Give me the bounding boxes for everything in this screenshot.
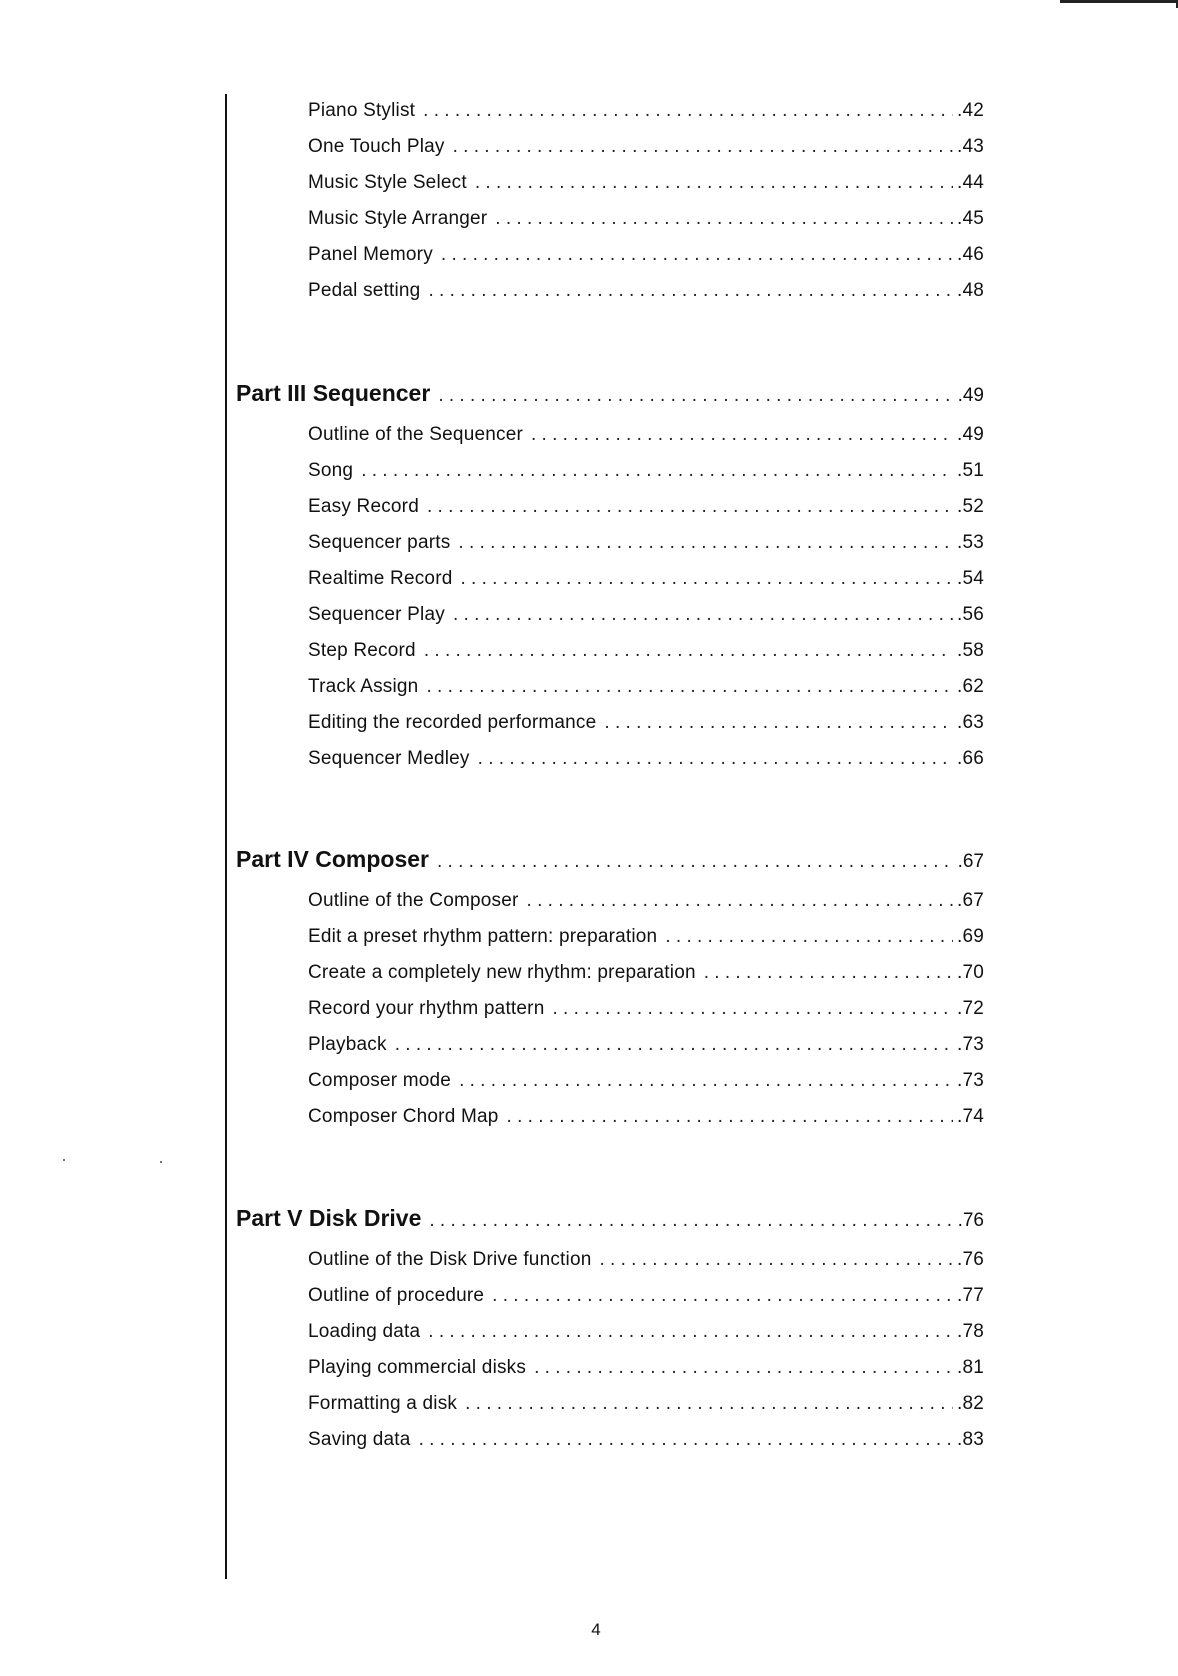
toc-heading-part-v-disk-drive[interactable]: [236, 1205, 984, 1232]
toc-entry-create-a-completely-new-rhythm[interactable]: [308, 962, 984, 984]
toc-heading-label: Part V Disk Drive: [236, 1205, 422, 1231]
dot-leader: [441, 244, 953, 266]
toc-entry-playback[interactable]: [308, 1034, 984, 1056]
dot-leader: [438, 385, 953, 407]
dot-leader: [478, 748, 953, 770]
toc-entry-page: .70: [956, 962, 984, 983]
toc-entry-page: .73: [956, 1070, 984, 1091]
dot-leader: [361, 460, 953, 482]
toc-entry-page: .62: [956, 676, 984, 697]
toc-entry-label: Music Style Select: [308, 172, 467, 193]
toc-heading-label: Part IV Composer: [236, 846, 429, 872]
dot-leader: [423, 100, 953, 122]
toc-entry-label: Edit a preset rhythm pattern: preparation: [308, 926, 658, 947]
toc-entry-label: Sequencer parts: [308, 532, 451, 553]
toc-entry-label: Formatting a disk: [308, 1393, 458, 1414]
toc-entry-track-assign[interactable]: [308, 676, 984, 698]
toc-entry-panel-memory[interactable]: [308, 244, 984, 266]
toc-entry-page: .46: [956, 244, 984, 265]
toc-entry-label: Loading data: [308, 1321, 421, 1342]
toc-entry-composer-chord-map[interactable]: [308, 1106, 984, 1128]
dot-leader: [395, 1034, 953, 1056]
toc-entry-label: Editing the recorded performance: [308, 712, 597, 733]
toc-entry-label: Outline of the Composer: [308, 890, 519, 911]
toc-entry-label: Easy Record: [308, 496, 419, 517]
dot-leader: [475, 172, 953, 194]
dot-leader: [461, 568, 953, 590]
toc-entry-page: .76: [956, 1249, 984, 1270]
dot-leader: [507, 1106, 953, 1128]
dot-leader: [599, 1249, 953, 1271]
dot-leader: [419, 1429, 953, 1451]
toc-entry-loading-data[interactable]: [308, 1321, 984, 1343]
toc-entry-outline-of-the-disk-drive-function[interactable]: [308, 1249, 984, 1271]
dot-leader: [424, 640, 953, 662]
toc-entry-sequencer-medley[interactable]: [308, 748, 984, 770]
toc-entry-label: Playback: [308, 1034, 387, 1055]
toc-entry-page: .43: [956, 136, 984, 157]
toc-entry-page: .53: [956, 532, 984, 553]
toc-entry-label: Song: [308, 460, 354, 481]
toc-entry-page: .74: [956, 1106, 984, 1127]
toc-entry-label: Piano Stylist: [308, 100, 416, 121]
toc-entry-page: .49: [956, 424, 984, 445]
dot-leader: [531, 424, 953, 446]
dot-leader: [495, 208, 953, 230]
toc-entry-page: .69: [956, 926, 984, 947]
toc-entry-page: .44: [956, 172, 984, 193]
toc-entry-sequencer-play[interactable]: [308, 604, 984, 626]
toc-entry-outline-of-procedure[interactable]: [308, 1285, 984, 1307]
toc-entry-page: .63: [956, 712, 984, 733]
toc-heading-page: .49: [957, 385, 984, 406]
toc-entry-page: .52: [956, 496, 984, 517]
toc-entry-label: Outline of the Disk Drive function: [308, 1249, 592, 1270]
dot-leader: [604, 712, 953, 734]
toc-entry-label: Sequencer Play: [308, 604, 445, 625]
toc-entry-music-style-arranger[interactable]: [308, 208, 984, 230]
toc-entry-edit-a-preset-rhythm-pattern[interactable]: [308, 926, 984, 948]
dot-leader: [704, 962, 953, 984]
toc-entry-label: Panel Memory: [308, 244, 433, 265]
dot-leader: [453, 136, 953, 158]
toc-entry-label: Saving data: [308, 1429, 411, 1450]
toc-entry-label: Record your rhythm pattern: [308, 998, 545, 1019]
toc-entry-page: .81: [956, 1357, 984, 1378]
toc-entry-label: Music Style Arranger: [308, 208, 488, 229]
toc-heading-page: .76: [957, 1210, 984, 1231]
toc-entry-record-your-rhythm-pattern[interactable]: [308, 998, 984, 1020]
toc-entry-label: One Touch Play: [308, 136, 445, 157]
toc-entry-page: .73: [956, 1034, 984, 1055]
toc-entry-label: Playing commercial disks: [308, 1357, 527, 1378]
toc-entry-label: Create a completely new rhythm: preparation: [308, 962, 696, 983]
toc-entry-easy-record[interactable]: [308, 496, 984, 518]
dot-leader: [426, 676, 953, 698]
toc-entry-step-record[interactable]: [308, 640, 984, 662]
toc-entry-label: Step Record: [308, 640, 416, 661]
toc-entry-formatting-a-disk[interactable]: [308, 1393, 984, 1415]
toc-entry-page: .56: [956, 604, 984, 625]
toc-entry-music-style-select[interactable]: [308, 172, 984, 194]
toc-entry-playing-commercial-disks[interactable]: [308, 1357, 984, 1379]
toc-entry-one-touch-play[interactable]: [308, 136, 984, 158]
toc-entry-label: Pedal setting: [308, 280, 421, 301]
toc-entry-page: .45: [956, 208, 984, 229]
page-number: 4: [591, 1620, 601, 1639]
toc-entry-page: .67: [956, 890, 984, 911]
toc-entry-label: Sequencer Medley: [308, 748, 470, 769]
toc-entry-label: Outline of the Sequencer: [308, 424, 523, 445]
dot-leader: [459, 1070, 953, 1092]
dot-leader: [527, 890, 953, 912]
toc-entry-label: Track Assign: [308, 676, 419, 697]
toc-entry-pedal-setting[interactable]: [308, 280, 984, 302]
toc-entry-label: Composer mode: [308, 1070, 452, 1091]
toc-entry-editing-the-recorded-performance[interactable]: [308, 712, 984, 734]
toc-entry-page: .83: [956, 1429, 984, 1450]
dot-leader: [453, 604, 953, 626]
toc-entry-outline-of-the-composer[interactable]: [308, 890, 984, 912]
dot-leader: [428, 1321, 953, 1343]
dot-leader: [428, 280, 953, 302]
toc-entry-page: .78: [956, 1321, 984, 1342]
toc-entry-saving-data[interactable]: [308, 1429, 984, 1451]
toc-heading-page: .67: [957, 851, 984, 872]
toc-entry-page: .82: [956, 1393, 984, 1414]
toc-entry-page: .51: [956, 460, 984, 481]
toc-entry-page: .72: [956, 998, 984, 1019]
toc-entry-label: Outline of procedure: [308, 1285, 485, 1306]
toc-entry-label: Realtime Record: [308, 568, 453, 589]
dot-leader: [534, 1357, 953, 1379]
toc-entry-page: .42: [956, 100, 984, 121]
dot-leader: [492, 1285, 953, 1307]
toc-entry-page: .66: [956, 748, 984, 769]
toc-entry-page: .54: [956, 568, 984, 589]
dot-leader: [552, 998, 953, 1020]
toc-entry-label: Composer Chord Map: [308, 1106, 499, 1127]
toc-entry-page: .48: [956, 280, 984, 301]
dot-leader: [437, 851, 954, 873]
toc-entry-sequencer-parts[interactable]: [308, 532, 984, 554]
dot-leader: [427, 496, 953, 518]
toc-entry-realtime-record[interactable]: [308, 568, 984, 590]
toc-entry-piano-stylist[interactable]: [308, 100, 984, 122]
dot-leader: [429, 1210, 953, 1232]
dot-leader: [465, 1393, 953, 1415]
toc-entry-composer-mode[interactable]: [308, 1070, 984, 1092]
toc-heading-label: Part III Sequencer: [236, 380, 431, 406]
toc-entry-outline-of-the-sequencer[interactable]: [308, 424, 984, 446]
toc-heading-part-iv-composer[interactable]: [236, 846, 984, 873]
toc-entry-page: .58: [956, 640, 984, 661]
toc-heading-part-iii-sequencer[interactable]: [236, 380, 984, 407]
toc-entry-page: .77: [956, 1285, 984, 1306]
dot-leader: [458, 532, 953, 554]
toc-entry-song[interactable]: [308, 460, 984, 482]
dot-leader: [665, 926, 953, 948]
